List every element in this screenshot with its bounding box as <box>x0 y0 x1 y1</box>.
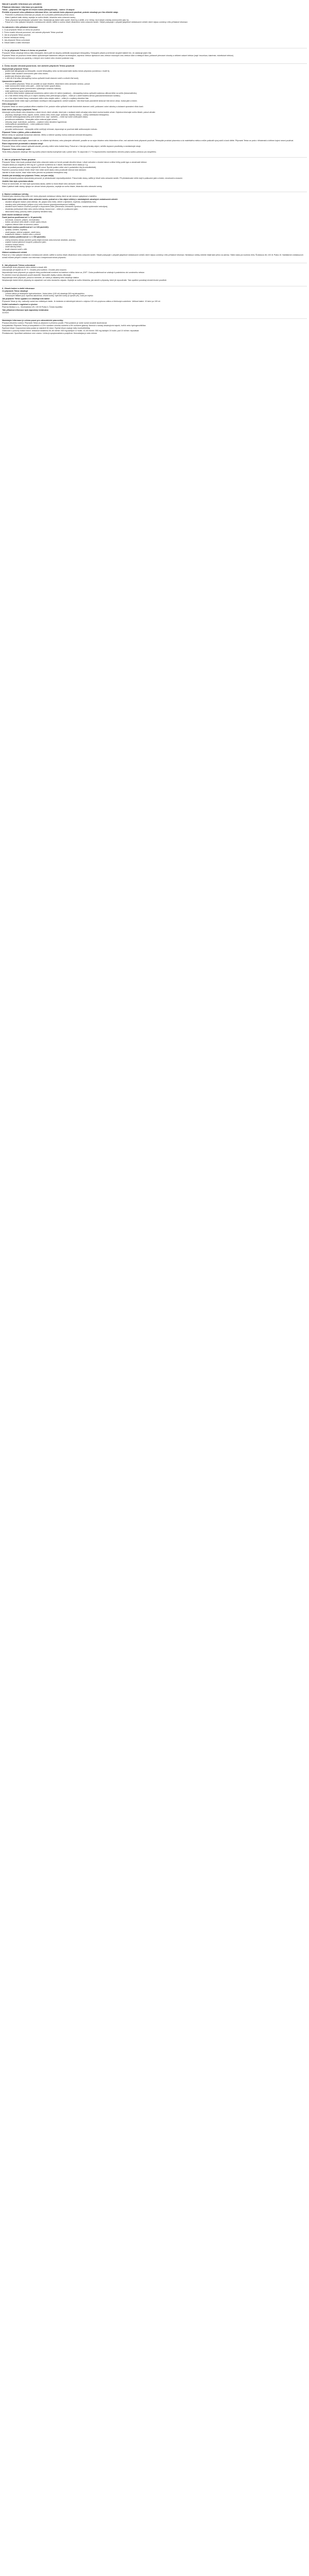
s2-list2-item: - penicilinová antibiotika – tetracyklin může snižovat jejich účinek; <box>2 118 307 121</box>
s6-list1-item: - Pomocnými látkami jsou: kyselina askorbová, chlorid sodný, hydroxid sodný (k úpravě pH), voda pro injekci. <box>2 295 307 297</box>
s2-paragraph-6: Během léčby se vyhýbejte konzumaci alkoholu. Mléko a mléčné výrobky mohou snižovat účinnost tetracyklinu. <box>2 133 93 136</box>
s4-subheading-1: Ihned informujte svého lékaře nebo zdravotní sestru, pokud se u Vás objeví některý z následujících závažných nežádoucích účinků: <box>2 198 118 201</box>
s2-list2-item: - retinoidy (např. isotretinoin, acitretin) – zvýšené riziko nitrolební hypertenze; <box>2 121 307 123</box>
section-1-body <box>2 52 307 60</box>
s2-list2-item: - perorální antikoagulancia (léky proti srážení krve, např. warfarin) – může být nutné snížit jejich dávku; <box>2 116 307 118</box>
section-5-body <box>2 266 307 282</box>
s2-p2-item: - máte systémový lupus erythematodes; <box>2 90 307 92</box>
intro-item: - Pokud se u Vás vyskytne kterýkoli z nežádoucích účinků, sdělte to svému lékaři, lékárníkovi nebo zdravotní sestře. Stejně postupujte v případě jakýchkoli nežádoucích účinků, které nejsou uvedeny v této příbalové informaci. <box>2 21 307 23</box>
toc-list <box>2 29 307 44</box>
toc-item: 1. Co je přípravek Tetrax a k čemu se používá <box>2 29 40 31</box>
s4-list1-item: - závažný nebo přetrvávající průjem s krví nebo hlenem (pseudomembranózní kolitida); <box>2 204 307 206</box>
professional-info-heading: Následující informace je určena pouze pro zdravotnické pracovníky: <box>2 318 307 322</box>
s2-list2-item: - perorální antikoncepci – tetracyklin může snížit její účinnost, doporučuje se používat další antikoncepční metodu. <box>2 128 307 130</box>
s2-p2-item: - se u Vás během léčby nebo po ní objeví závažný nebo přetrvávající průjem – může jít o zánět tlustého střeva (pseudomembranózní kolitidu); <box>2 95 307 97</box>
s2-paragraph-7: Pokud jste těhotná nebo kojíte, domníváte se, že můžete být těhotná, nebo plánujete otěhotnět, poraďte se se svým lékařem nebo lékárníkem dříve, než začnete tento přípravek používat. Tetracyklin prochází placentou a do mateřského mléka a může poškodit vývoj zubů a kostí dítěte. Přípravek Tetrax se proto v těhotenství a během kojení nesmí používat. <box>2 139 294 142</box>
s6-composition-list <box>2 293 307 297</box>
s4-list4-item: - zvýšení hodnot jaterních enzymů, poškození jater; <box>2 241 307 243</box>
toc-item: 3. Jak se přípravek Tetrax používá <box>2 34 30 37</box>
s4-list2-item: - zvýšená citlivost kůže na sluneční záření. <box>2 224 307 226</box>
section-3-body <box>2 161 307 174</box>
s4-serious-effects-list <box>2 201 307 213</box>
s2-subheading-6: Těhotenství, kojení a plodnost <box>2 137 29 139</box>
s2-list1-item: - u dětí do 8 let věku (tetracykliny mohou způsobit trvalé zbarvení zubů a ovlivnit růst kostí). <box>2 77 307 79</box>
s2-p2-item: - máte myasthenia gravis (onemocnění způsobující svalovou slabost); <box>2 88 307 90</box>
s3-item: Infuze se podává pomalu, po dobu nejméně 60 minut. Rychlé podání může vést k podráždění žíly (tromboflebitidě). <box>2 166 97 168</box>
s2-list1-item: - jestliže jste těhotná nebo kojíte; <box>2 75 307 77</box>
s3-item: Obvyklá dávka pro dospělé je 500 mg až 1 g denně rozdělená do 2 dávek. Maximální denní dávka je 2 g. <box>2 163 89 166</box>
document-title: Návod k použití: Informace pro uživatele <box>2 3 42 5</box>
s2-p2-item: - máte onemocnění ledvin nebo jater – může být nutné upravit dávku; <box>2 85 307 87</box>
s4-list1-item: - žloutenka (zežloutnutí kůže nebo očního bělma), tmavá moč – může jít o poškození jater; <box>2 208 307 210</box>
s2-p2-item: - Před použitím přípravku Tetrax se poraďte se svým lékařem, lékárníkem nebo zdravotní sestrou, pokud: <box>2 83 307 85</box>
s4-list3-item: - kvasinkové infekce v ústech nebo v pochvě. <box>2 233 307 235</box>
s1-item: Přípravek Tetrax obsahuje léčivou látku tetracyklin, která patří do skupiny antibiotik nazývaných tetracykliny. Tetracyklin působí proti široké skupině bakterií tím, že zastavuje jejich růst. <box>2 52 152 54</box>
s3-paragraph-1: Protože přípravek podává zdravotnický personál, je předávkování nepravděpodobné. Pokud máte obavy, sdělte je lékaři nebo zdravotní sestře. Při předávkování může dojít k poškození jater a ledvin, nevolnosti a zvracení. <box>2 177 183 179</box>
toc-heading: Co naleznete v této příbalové informaci <box>2 26 38 28</box>
s1-item: Infuzní forma je určena pro pacienty, u kterých není možné nebo vhodné podávání ústy. <box>2 57 74 59</box>
toc-item: 5. Jak přípravek Tetrax uchovávat <box>2 39 30 42</box>
intro-item: - Tento přípravek byl předepsán výhradně Vám. Nedávejte jej žádné další osobě. Mohl by jí ublížit, a to i tehdy, má-li stejné známky onemocnění jako Vy. <box>2 19 307 21</box>
section-6-heading: 6. Obsah balení a další informace <box>2 286 307 290</box>
s3-subheading-2: Jestliže Vám byla vynechána dávka <box>2 180 33 182</box>
s4-subheading-2: Další možné nežádoucí účinky: <box>2 213 30 216</box>
s2-p2-item: - se během léčby budete vystavovat slunečnímu záření nebo UV záření (solárium) – tetracykliny mohou způsobit zvýšenou citlivost kůže na světlo (fotosenzitivitu); <box>2 92 307 94</box>
toc-item: 4. Možné nežádoucí účinky <box>2 37 25 39</box>
document <box>2 3 307 334</box>
s4-list4-item: - zhoršení funkce ledvin; <box>2 244 307 246</box>
s3-item: Přípravek Tetrax Vám bude podávat lékař nebo zdravotní sestra ve formě pomalé nitrožilní infuze. Lékař rozhodne o vhodné dávce a délce léčby podle typu a závažnosti infekce. <box>2 161 147 163</box>
s5-item: Nepoužívejte tento přípravek po uplynutí doby použitelnosti uvedené na krabičce a štítku lahve za „EXP“. Doba použitelnosti se vztahuje k poslednímu dni uvedeného měsíce. <box>2 272 145 274</box>
footer-item: Kompatibilita: Přípravek Tetrax je kompatibilní s 0,9% roztokem chloridu sodného a 5% roztokem glukózy. Nemísit s roztoky obsahujícími vápník, hořčík nebo hydrogenuhličitan. <box>2 324 146 327</box>
intro-list <box>2 14 307 23</box>
s5-item: Nepoužívejte tento přípravek, pokud si všimnete, že roztok je zakalený nebo obsahuje částice. <box>2 277 80 279</box>
s2-paragraph-3: Při dlouhodobé léčbě může dojít k přerůstání necitlivých mikroorganismů, včetně kvasinek. Váš lékař bude pravidelně sledovat Váš krevní obraz, funkci jater a ledvin. <box>2 99 138 102</box>
s5-item: Nevyhazujte žádné léčivé přípravky do odpadních vod nebo domácího odpadu. Zeptejte se svého lékárníka, jak naložit s přípravky, které již nepoužíváte. Tato opatření pomáhají chránit životní prostředí. <box>2 279 167 282</box>
s4-list3-item: - vyrážka, svědění, kopřivka; <box>2 229 307 231</box>
s4-rare-list <box>2 239 307 251</box>
professional-info-body <box>2 322 307 335</box>
s3-subheading-1: Jestliže jste dostal(a) více přípravku Tetrax, než jste měl(a) <box>2 174 54 177</box>
s3-item: Pacienti s poruchou funkce ledvin: lékař Vám může snížit dávku nebo prodloužit interval mezi dávkami. <box>2 168 87 171</box>
s4-list4-item: - trvalé zbarvení zubů u dětí. <box>2 248 307 250</box>
s4-paragraph-2: Pokud se u Vás vyskytne kterýkoli z nežádoucích účinků, sdělte to svému lékaři, lékárníkovi nebo zdravotní sestře. Stejně postupujte v případě jakýchkoli nežádoucích účinků, které nejsou uvedeny v této příbalové informaci. Nežádoucí účinky můžete hlásit také přímo na adresu: Státní ústav pro kontrolu léčiv, Šrobárova 48, 100 41 Praha 10. Nahlášením nežádoucích účinků můžete přispět k získání více informací o bezpečnosti tohoto přípravku. <box>2 254 303 259</box>
toc-item: 6. Obsah balení a další informace <box>2 42 30 44</box>
section-2-heading: 2. Čemu musíte věnovat pozornost, než začnete přípravek Tetrax používat <box>2 63 307 67</box>
s2-subheading-4: Další léčivé přípravky a přípravek Tetrax <box>2 108 38 111</box>
s4-list2-item: - bolest, zarudnutí nebo zánět v místě vpichu infuze; <box>2 221 307 223</box>
s2-interactions-list <box>2 114 307 130</box>
s4-list4-item: - zánět slinivky břišní; <box>2 246 307 248</box>
s4-frequency-rare: Vzácné (mohou postihnout až 1 z 1 000 pacientů): <box>2 236 46 239</box>
s4-list1-item: - silná bolest hlavy, poruchy vidění (zvýšený nitrolební tlak). <box>2 211 307 213</box>
section-3-heading: 3. Jak se přípravek Tetrax používá <box>2 157 307 161</box>
s5-item: Po otevření musí být přípravek použit okamžitě. Nepoužité zbytky roztoku zlikvidujte. <box>2 274 72 277</box>
s2-list1-item: - jestliže máte závažné onemocnění jater nebo ledvin; <box>2 73 307 75</box>
s4-list1-item: - závažné kožní reakce s tvorbou puchýřů a olupováním kůže (Stevensův-Johnsonův syndrom, toxická epidermální nekrolýza); <box>2 206 307 208</box>
toc-item: 2. Čemu musíte věnovat pozornost, než začnete přípravek Tetrax používat <box>2 31 63 34</box>
main-heading: Příbalová informace: informace pro pacienta <box>2 6 43 8</box>
section-4-heading: 4. Možné nežádoucí účinky <box>2 192 307 195</box>
s1-item: Přípravek Tetrax se používá k léčbě infekcí způsobených bakteriemi citlivými na tetracyklin, zejména: infekce dýchacích cest, infekce močových cest, infekce kůže a měkkých tkání, pohlavně přenosné choroby a některé vzácné infekce (např. brucelóza, tularémie, rickettsiové infekce). <box>2 54 234 57</box>
s3-paragraph-3: Máte-li jakékoli další otázky, týkající se užívání tohoto přípravku, zeptejte se svého lékaře, lékárníka nebo zdravotní sestry. <box>2 185 102 188</box>
s2-subheading-1: Nepoužívejte přípravek Tetrax <box>2 67 28 70</box>
intro-heading: Přečtěte si pozorně celou příbalovou informaci dříve, než začnete tento přípravek používat, protože obsahuje pro Vás důležité údaje. <box>2 11 119 14</box>
s2-list2-item: - přípravky obsahující hliník, vápník, hořčík, železo nebo zinek (např. antacida, doplňky stravy) – snižují vstřebávání tetracyklinu; <box>2 114 307 116</box>
s3-item: Jakmile to bude možné, lékař může léčbu převést na podávání tetracyklinu ústy. <box>2 171 68 174</box>
s2-subheading-2: Upozornění a opatření <box>2 80 22 83</box>
footer-item: Rychlost infuze: Doporučená doba podání je nejméně 60 minut. Rychlá infuze zvyšuje riziko tromboflebitidy. <box>2 327 91 329</box>
s2-paragraph-9: Tento léčivý přípravek obsahuje 354 mg sodíku (hlavní složka kuchyňské soli) v jedné lahvi. To odpovídá 17,7 % doporučeného maximálního denního příjmu sodíku potravou pro dospělého. <box>2 150 157 153</box>
s6-paragraph-1: Přípravek Tetrax je čirý, nažloutlý roztok bez viditelných částic. Je dodáván ve skleněných lahvích o objemu 100 ml s pryžovou zátkou a hliníkovým uzávěrem. Velikost balení: 10 lahví po 100 ml. <box>2 300 161 303</box>
section-5-heading: 5. Jak přípravek Tetrax uchovávat <box>2 263 307 266</box>
s2-list2-item: - diuretika (močopudné léky); <box>2 126 307 128</box>
s2-subheading-5: Přípravek Tetrax s jídlem, pitím a alkoholem <box>2 131 41 133</box>
s6-paragraph-3: 11/2023 <box>2 312 9 314</box>
footer-item: Příprava infuzního roztoku: Přípravek Tetrax je připraven k přímému použití. Před podáním je nutné roztok vizuálně zkontrolovat. <box>2 321 108 324</box>
s4-list4-item: - změny krevního obrazu (snížení počtu bílých krvinek nebo krevních destiček, anémie); <box>2 239 307 241</box>
s6-subheading-4: Tato příbalová informace byla naposledy revidována: <box>2 309 49 312</box>
section-1-heading: 1. Co je přípravek Tetrax a k čemu se používá <box>2 48 307 52</box>
s4-list1-item: - závažné alergické reakce (otok obličeje, rtů, jazyka nebo hrdla, obtíže s dýcháním, kopřivka, anafylaktický šok); <box>2 201 307 203</box>
product-line: Tetrax – přípravek 500 mg/100 ml infuzní roztok (tetracyklinum) – balení: 10 ampulí <box>2 9 75 11</box>
s2-p2-item: - se u Vás objeví bolest hlavy, rozmazané vidění nebo dvojité vidění – může jít o zvýšený nitrolební tlak. <box>2 97 307 99</box>
s5-item: Uchovávejte při teplotě do 25 °C. Chraňte před světlem. Chraňte před mrazem. <box>2 269 67 272</box>
s6-subheading-3: Držitel rozhodnutí o registraci a výrobce <box>2 303 38 306</box>
s4-subheading-3: Hlášení nežádoucích účinků <box>2 251 27 254</box>
s2-paragraph-8: Přípravek Tetrax může vzácně způsobit závratě, poruchy vidění nebo bolest hlavy. Pokud se u Vás tyto příznaky objeví, neřiďte dopravní prostředky a neobsluhujte stroje. <box>2 145 141 147</box>
intro-item: - Máte-li jakékoli další otázky, zeptejte se svého lékaře, lékárníka nebo zdravotní sestry. <box>2 16 307 19</box>
footer-item: Předávkování: Specifické antidotum není známo. Léčba je symptomatická a podpůrná. Hemodialýza je málo účinná. <box>2 332 97 334</box>
s2-paragraph-5: Informujte svého lékaře nebo lékárníka o všech lécích, které užíváte, které jste v nedávné době užíval(a) nebo které možná budete užívat. Zejména informujte svého lékaře, pokud užíváte: <box>2 111 156 113</box>
s6-list1-item: - Léčivou látkou je tetracyclini hydrochloridum. Jedna lahev (100 ml) obsahuje 500 mg tetracyklinu. <box>2 293 307 295</box>
s2-subheading-8: Přípravek Tetrax obsahuje sodík <box>2 148 31 150</box>
s2-subheading-3: Děti a dospívající <box>2 103 18 105</box>
s2-paragraph-4: Přípravek Tetrax se nesmí podávat dětem mladším 8 let, protože může způsobit trvalé žlutohnědé zbarvení zubů, poškození zubní skloviny a dočasné zpomalení růstu kostí. <box>2 105 144 108</box>
s4-frequency-common: Časté (mohou postihnout až 1 z 10 pacientů): <box>2 216 42 218</box>
s6-subheading-2: Jak přípravek Tetrax vypadá a co obsahuje toto balení <box>2 298 50 300</box>
footer-item: Dávkování u poruchy funkce ledvin: clearance kreatininu 50–80 ml/min: 500 mg každých 12 hodin; 10–50 ml/min: 500 mg každých 24 hodin; pod 10 ml/min: nepodávat. <box>2 329 140 332</box>
s2-subheading-7: Řízení dopravních prostředků a obsluha strojů <box>2 142 43 145</box>
s2-warnings-list <box>2 83 307 99</box>
s4-paragraph-1: Podobně jako všechny léky může mít i tento přípravek nežádoucí účinky, které se ale nemusí vyskytnout u každého. <box>2 195 97 198</box>
s5-item: Uchovávejte tento přípravek mimo dohled a dosah dětí. <box>2 266 48 269</box>
s4-frequency-uncommon: Méně časté (mohou postihnout až 1 ze 100 pacientů): <box>2 226 49 229</box>
s3-paragraph-2: Pokud se domníváte, že Vám byla vynechána dávka, sdělte to ihned lékaři nebo zdravotní sestře. <box>2 182 82 185</box>
s2-list2-item: - methoxyfluran (anestetikum) – riziko poškození ledvin; <box>2 123 307 125</box>
s4-list2-item: - nevolnost, zvracení, průjem, nechutenství; <box>2 219 307 221</box>
s2-list1-item: - jestliže jste alergický(á) na tetracyklin, na jiné tetracykliny nebo na kteroukoli další složku tohoto přípravku (uvedenou v bodě 6); <box>2 70 307 72</box>
s6-paragraph-2: Pharma Medica s.r.o., Vinohradská 125, 130 00 Praha 3, Česká republika <box>2 306 63 309</box>
s6-subheading-1: Co přípravek Tetrax obsahuje <box>2 290 28 292</box>
intro-item: - Ponechte si příbalovou informaci pro případ, že si ji budete potřebovat přečíst znovu. <box>2 14 307 16</box>
s4-list3-item: - zánět jazyka, obtížné polykání, zánět jícnu; <box>2 231 307 233</box>
